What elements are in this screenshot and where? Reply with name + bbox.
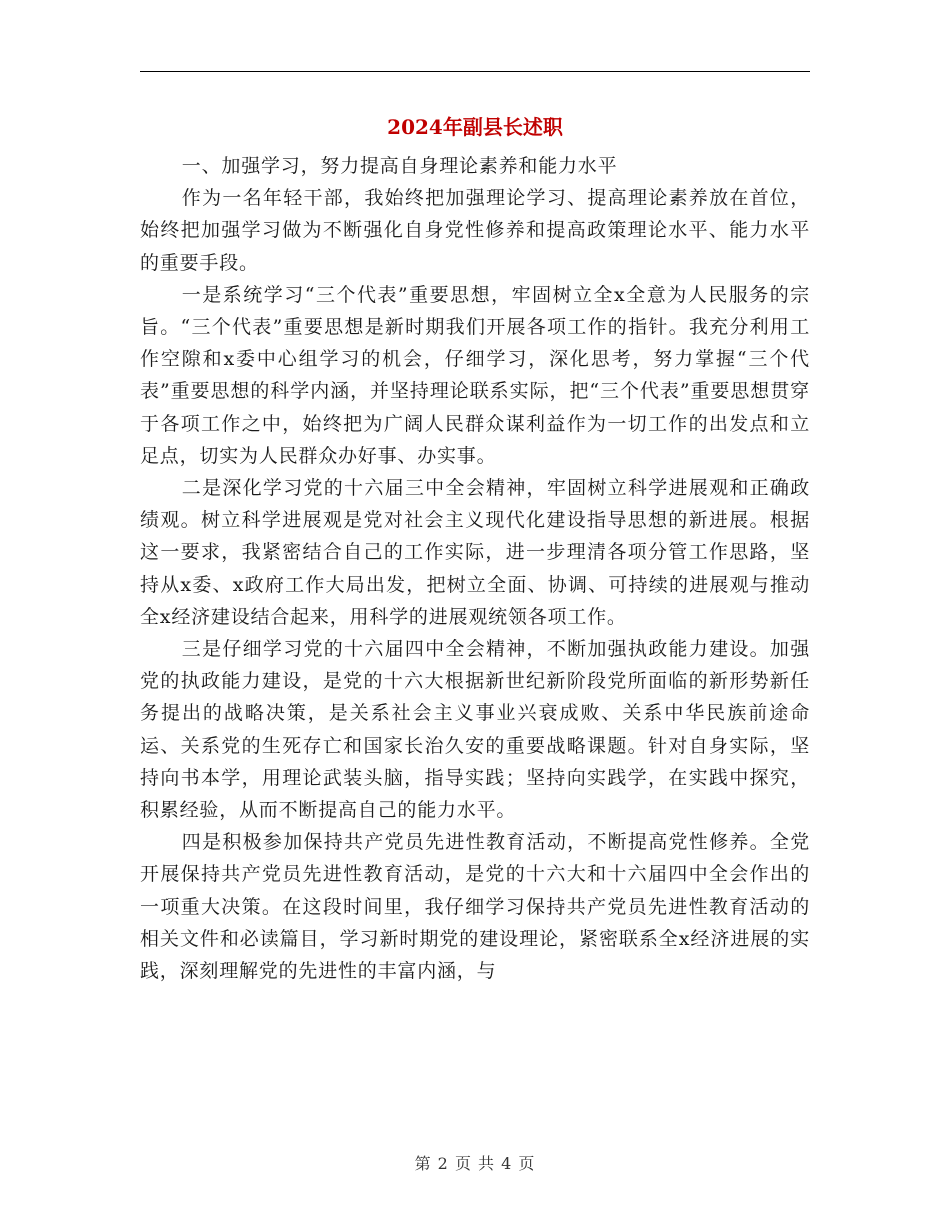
paragraph-point-three: 三是仔细学习党的十六届四中全会精神，不断加强执政能力建设。加强党的执政能力建设，是党的十六大根据新世纪新阶段党所面临的新形势新任务提出的战略决策，是关系社会主义事业兴衰成败、关系中华民族前途命运、关系党的生死存亡和国家长治久安的重要战略课题。针对自身实际，坚持向书本学，用理论武装头脑，指导实践；坚持向实践学，在实践中探究，积累经验，从而不断提高自己的能力水平。 [140,638,810,822]
document-body [140,150,810,987]
section-heading: 一、加强学习，努力提高自身理论素养和能力水平 [181,155,618,177]
document-title: 2024年副县长述职 [387,115,563,139]
page-number-footer: 第 2 页 共 4 页 [414,1154,536,1173]
paragraph-point-one: 一是系统学习“三个代表”重要思想，牢固树立全x全意为人民服务的宗旨。“三个代表”重要思想是新时期我们开展各项工作的指针。我充分利用工作空隙和x委中心组学习的机会，仔细学习，深化思考，努力掌握“三个代表”重要思想的科学内涵，并坚持理论联系实际，把“三个代表”重要思想贯穿于各项工作之中，始终把为广阔人民群众谋利益作为一切工作的出发点和立足点，切实为人民群众办好事、办实事。 [140,283,810,467]
header-rule [140,71,810,72]
paragraph-point-two: 二是深化学习党的十六届三中全会精神，牢固树立科学进展观和正确政绩观。树立科学进展观是党对社会主义现代化建设指导思想的新进展。根据这一要求，我紧密结合自己的工作实际，进一步理清各项分管工作思路，坚持从x委、x政府工作大局出发，把树立全面、协调、可持续的进展观与推动全x经济建设结合起来，用科学的进展观统领各项工作。 [140,477,810,628]
paragraph-intro: 作为一名年轻干部，我始终把加强理论学习、提高理论素养放在首位，始终把加强学习做为不断强化自身党性修养和提高政策理论水平、能力水平的重要手段。 [140,187,810,274]
paragraph-point-four: 四是积极参加保持共产党员先进性教育活动，不断提高党性修养。全党开展保持共产党员先进性教育活动，是党的十六大和十六届四中全会作出的一项重大决策。在这段时间里，我仔细学习保持共产党员先进性教育活动的相关文件和必读篇目，学习新时期党的建设理论，紧密联系全x经济进展的实践，深刻理解党的先进性的丰富内涵，与 [140,831,810,983]
